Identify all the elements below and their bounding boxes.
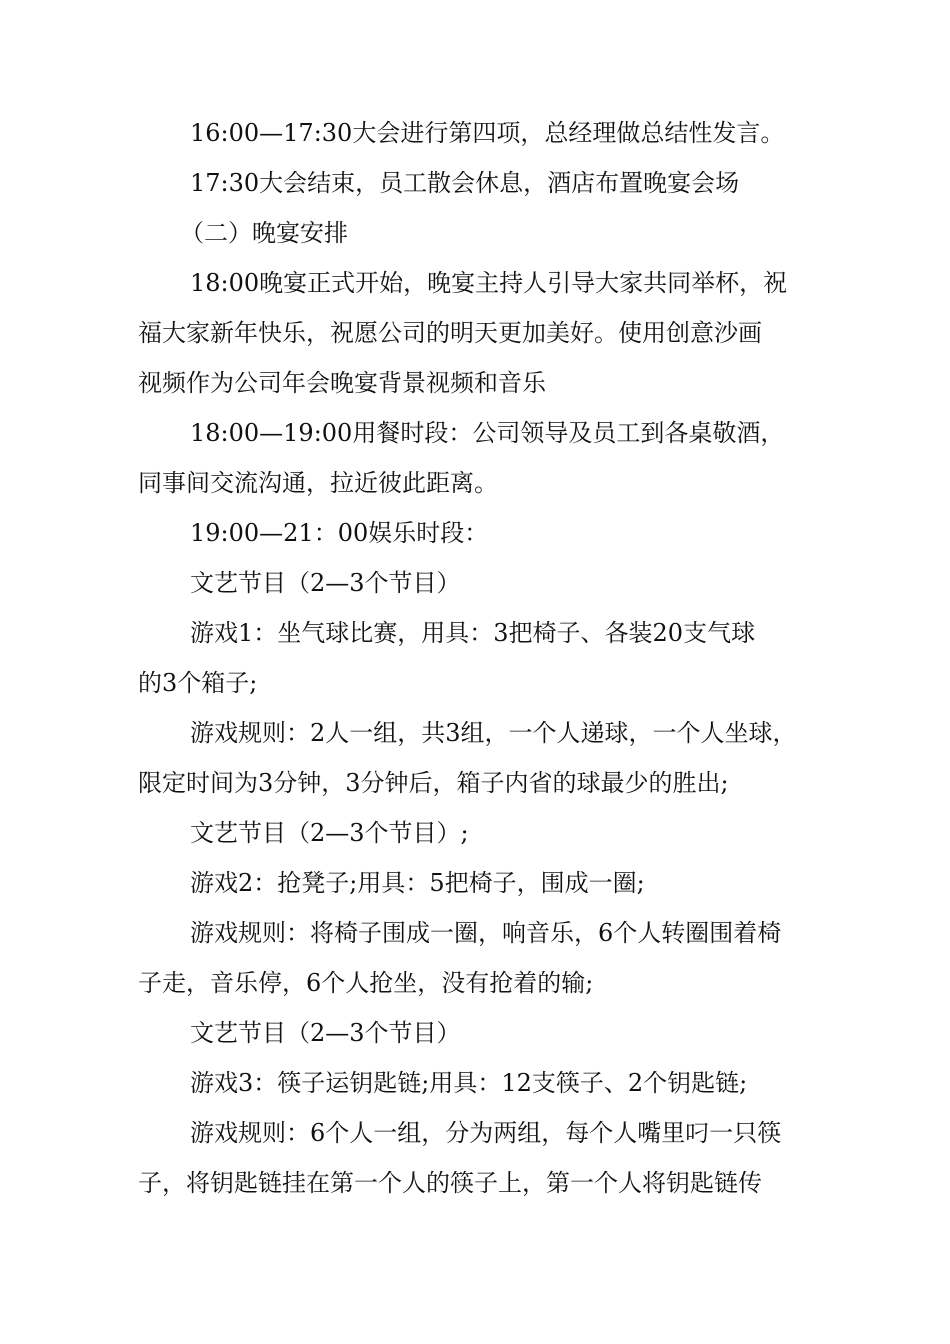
paragraph-line: 的3个箱子; <box>138 669 258 697</box>
paragraph-line: 游戏规则：将椅子围成一圈，响音乐，6个人转圈围着椅 <box>190 919 782 947</box>
paragraph-line: 游戏3：筷子运钥匙链;用具：12支筷子、2个钥匙链; <box>190 1069 748 1097</box>
paragraph-line: 文艺节目（2—3个节目） <box>190 1019 461 1047</box>
document-body <box>138 108 838 1208</box>
paragraph-line: 游戏规则：6个人一组，分为两组，每个人嘴里叼一只筷 <box>190 1119 782 1147</box>
paragraph-line: 19:00—21：00娱乐时段： <box>190 519 489 547</box>
paragraph-line: 子，将钥匙链挂在第一个人的筷子上，第一个人将钥匙链传 <box>138 1169 762 1197</box>
paragraph-line: 游戏规则：2人一组，共3组，一个人递球，一个人坐球， <box>190 719 797 747</box>
paragraph-line: 视频作为公司年会晚宴背景视频和音乐 <box>138 369 546 397</box>
paragraph-line: 游戏2：抢凳子;用具：5把椅子，围成一圈; <box>190 869 645 897</box>
paragraph-line: 16:00—17:30大会进行第四项，总经理做总结性发言。 <box>190 119 785 147</box>
paragraph-line: 文艺节目（2—3个节目） <box>190 569 461 597</box>
section-heading: （二）晚宴安排 <box>180 219 348 247</box>
paragraph-line: 限定时间为3分钟，3分钟后，箱子内省的球最少的胜出; <box>138 769 729 797</box>
paragraph-line: 文艺节目（2—3个节目）; <box>190 819 469 847</box>
paragraph-line: 17:30大会结束，员工散会休息，酒店布置晚宴会场 <box>190 169 740 197</box>
paragraph-line: 同事间交流沟通，拉近彼此距离。 <box>138 469 498 497</box>
paragraph-line: 福大家新年快乐，祝愿公司的明天更加美好。使用创意沙画 <box>138 319 762 347</box>
paragraph-line: 18:00—19:00用餐时段：公司领导及员工到各桌敬酒， <box>190 419 785 447</box>
paragraph-line: 子走，音乐停，6个人抢坐，没有抢着的输; <box>138 969 594 997</box>
paragraph-line: 游戏1：坐气球比赛，用具：3把椅子、各装20支气球 <box>190 619 756 647</box>
paragraph-line: 18:00晚宴正式开始，晚宴主持人引导大家共同举杯，祝 <box>190 269 788 297</box>
